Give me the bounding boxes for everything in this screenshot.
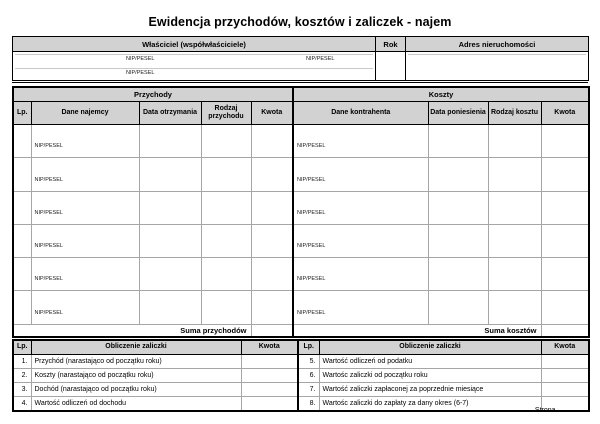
amount-cell xyxy=(241,355,298,369)
col-contractor: Dane kontrahenta xyxy=(293,102,428,125)
group-header-row xyxy=(13,87,589,102)
calc-label-cell: Wartośc zaliczki do zapłaty za dany okres (6-7) xyxy=(319,397,541,412)
nip-pesel-label: NIP/PESEL xyxy=(34,143,63,150)
cost-type-cell xyxy=(488,125,541,158)
col-date-received: Data otrzymania xyxy=(139,102,201,125)
cost-type-cell xyxy=(488,191,541,224)
date-incurred-cell xyxy=(428,291,488,324)
sum-income-amount-cell xyxy=(251,324,293,337)
page-footer-label: Strona ......... xyxy=(534,407,575,414)
contractor-cell xyxy=(293,191,428,224)
sum-costs-amount-cell xyxy=(541,324,589,337)
lp-cell xyxy=(13,158,31,191)
amount-cell xyxy=(541,191,589,224)
calc-col-lp: Lp. xyxy=(13,340,31,355)
table-row xyxy=(13,258,589,291)
date-incurred-cell xyxy=(428,224,488,257)
cost-type-cell xyxy=(488,291,541,324)
col-cost-type: Rodzaj kosztu xyxy=(488,102,541,125)
form-title: Ewidencja przychodów, kosztów i zaliczek - najem xyxy=(148,15,452,29)
lp-cell xyxy=(13,191,31,224)
amount-cell xyxy=(541,369,589,383)
tenant-cell xyxy=(31,291,139,324)
calc-label-cell: Dochód (narastająco od początku roku) xyxy=(31,383,241,397)
col-amount: Kwota xyxy=(541,102,589,125)
income-type-cell xyxy=(201,125,251,158)
entry-line xyxy=(15,68,373,69)
date-incurred-cell xyxy=(428,125,488,158)
year-header-cell: Rok xyxy=(376,37,406,52)
owner-table xyxy=(12,36,589,81)
table-row xyxy=(13,224,589,257)
owner-header-cell: Właściciel (współwłaściciele) xyxy=(13,37,376,52)
date-incurred-cell xyxy=(428,191,488,224)
amount-cell xyxy=(541,355,589,369)
amount-cell xyxy=(541,291,589,324)
date-received-cell xyxy=(139,258,201,291)
nip-pesel-label: NIP/PESEL xyxy=(297,309,326,316)
contractor-cell xyxy=(293,158,428,191)
owner-entry-cell xyxy=(13,52,376,81)
income-type-cell xyxy=(201,291,251,324)
amount-cell xyxy=(541,258,589,291)
calc-header-row xyxy=(13,340,589,355)
amount-cell xyxy=(541,158,589,191)
date-received-cell xyxy=(139,224,201,257)
row-number-cell: 4. xyxy=(13,397,31,412)
calc-table xyxy=(12,339,590,412)
cost-type-cell xyxy=(488,258,541,291)
lp-cell xyxy=(13,291,31,324)
amount-cell xyxy=(541,125,589,158)
column-header-row xyxy=(13,102,589,125)
row-number-cell: 3. xyxy=(13,383,31,397)
amount-cell xyxy=(251,158,293,191)
row-number-cell: 2. xyxy=(13,369,31,383)
nip-pesel-label: NIP/PESEL xyxy=(297,243,326,250)
nip-pesel-label: NIP/PESEL xyxy=(34,209,63,216)
table-row xyxy=(13,191,589,224)
tenant-cell xyxy=(31,191,139,224)
date-incurred-cell xyxy=(428,158,488,191)
nip-pesel-label: NIP/PESEL xyxy=(126,56,155,62)
amount-cell xyxy=(241,383,298,397)
calc-col-amount: Kwota xyxy=(241,340,298,355)
address-header-cell: Adres nieruchomości xyxy=(406,37,589,52)
income-costs-table xyxy=(12,86,590,338)
sum-costs-cell: Suma kosztów xyxy=(293,324,541,337)
cost-type-cell xyxy=(488,158,541,191)
income-type-cell xyxy=(201,158,251,191)
income-type-cell xyxy=(201,191,251,224)
sum-income-cell: Suma przychodów xyxy=(13,324,251,337)
calc-col-lp: Lp. xyxy=(298,340,319,355)
calc-row xyxy=(13,383,589,397)
year-entry-cell xyxy=(376,52,406,81)
date-received-cell xyxy=(139,291,201,324)
calc-label-cell: Wartośc zaliczki od początku roku xyxy=(319,369,541,383)
contractor-cell xyxy=(293,224,428,257)
nip-pesel-label: NIP/PESEL xyxy=(34,309,63,316)
amount-cell xyxy=(251,191,293,224)
calc-label-cell: Wartość odliczeń od dochodu xyxy=(31,397,241,412)
calc-row xyxy=(13,397,589,412)
col-amount: Kwota xyxy=(251,102,293,125)
date-incurred-cell xyxy=(428,258,488,291)
date-received-cell xyxy=(139,158,201,191)
nip-pesel-label: NIP/PESEL xyxy=(297,143,326,150)
calc-row xyxy=(13,355,589,369)
row-number-cell: 5. xyxy=(298,355,319,369)
calc-label-cell: Wartość odliczeń od podatku xyxy=(319,355,541,369)
col-income-type: Rodzaj przychodu xyxy=(201,102,251,125)
nip-pesel-label: NIP/PESEL xyxy=(34,276,63,283)
calc-label-cell: Wartość zaliczki zapłaconej za poprzednie miesiące xyxy=(319,383,541,397)
nip-pesel-label: NIP/PESEL xyxy=(297,209,326,216)
address-entry-cell xyxy=(406,52,589,81)
amount-cell xyxy=(541,383,589,397)
sum-row xyxy=(13,324,589,337)
costs-group-header: Koszty xyxy=(293,87,589,102)
contractor-cell xyxy=(293,258,428,291)
contractor-cell xyxy=(293,291,428,324)
calc-label-cell: Przychód (narastająco od początku roku) xyxy=(31,355,241,369)
row-number-cell: 8. xyxy=(298,397,319,412)
contractor-cell xyxy=(293,125,428,158)
tenant-cell xyxy=(31,158,139,191)
row-number-cell: 6. xyxy=(298,369,319,383)
amount-cell xyxy=(241,369,298,383)
amount-cell xyxy=(541,224,589,257)
nip-pesel-label: NIP/PESEL xyxy=(34,243,63,250)
divider-line xyxy=(12,82,588,83)
entry-line xyxy=(408,54,586,55)
row-number-cell: 7. xyxy=(298,383,319,397)
amount-cell xyxy=(251,258,293,291)
amount-cell xyxy=(251,224,293,257)
table-row xyxy=(13,125,589,158)
owner-header-row xyxy=(13,37,589,52)
col-lp: Lp. xyxy=(13,102,31,125)
entry-line xyxy=(15,54,373,55)
tenant-cell xyxy=(31,258,139,291)
calc-col-amount: Kwota xyxy=(541,340,589,355)
table-row xyxy=(13,158,589,191)
calc-col-label: Obliczenie zaliczki xyxy=(31,340,241,355)
lp-cell xyxy=(13,224,31,257)
income-group-header: Przychody xyxy=(13,87,293,102)
amount-cell xyxy=(241,397,298,412)
tenant-cell xyxy=(31,125,139,158)
date-received-cell xyxy=(139,125,201,158)
date-received-cell xyxy=(139,191,201,224)
cost-type-cell xyxy=(488,224,541,257)
row-number-cell: 1. xyxy=(13,355,31,369)
nip-pesel-label: NIP/PESEL xyxy=(297,176,326,183)
nip-pesel-label: NIP/PESEL xyxy=(306,56,335,62)
lp-cell xyxy=(13,125,31,158)
income-type-cell xyxy=(201,224,251,257)
owner-entry-row xyxy=(13,52,589,81)
col-date-incurred: Data poniesienia xyxy=(428,102,488,125)
nip-pesel-label: NIP/PESEL xyxy=(126,70,155,76)
table-row xyxy=(13,291,589,324)
nip-pesel-label: NIP/PESEL xyxy=(34,176,63,183)
lp-cell xyxy=(13,258,31,291)
calc-col-label: Obliczenie zaliczki xyxy=(319,340,541,355)
amount-cell xyxy=(251,291,293,324)
tenant-cell xyxy=(31,224,139,257)
nip-pesel-label: NIP/PESEL xyxy=(297,276,326,283)
col-tenant: Dane najemcy xyxy=(31,102,139,125)
amount-cell xyxy=(251,125,293,158)
income-type-cell xyxy=(201,258,251,291)
calc-label-cell: Koszty (narastająco od początku roku) xyxy=(31,369,241,383)
calc-row xyxy=(13,369,589,383)
